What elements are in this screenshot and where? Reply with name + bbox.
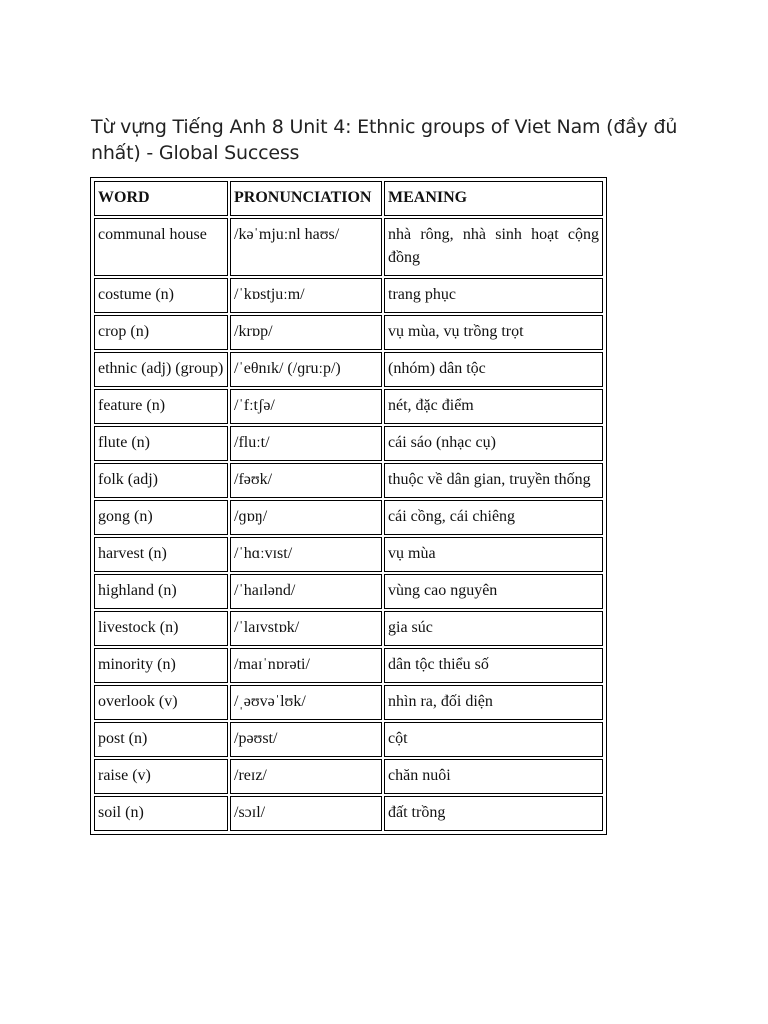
pronunciation-cell: /maɪˈnɒrəti/ — [230, 648, 382, 683]
table-row — [94, 352, 603, 387]
meaning-cell: nhà rông, nhà sinh hoạt cộng đồng — [384, 218, 603, 276]
word-cell: post (n) — [94, 722, 228, 757]
pronunciation-cell: /ˈhɑːvɪst/ — [230, 537, 382, 572]
table-row — [94, 463, 603, 498]
meaning-cell: chăn nuôi — [384, 759, 603, 794]
table-row — [94, 500, 603, 535]
meaning-cell: vụ mùa — [384, 537, 603, 572]
table-row — [94, 315, 603, 350]
header-meaning: MEANING — [384, 181, 603, 216]
table-row — [94, 722, 603, 757]
meaning-cell: gia súc — [384, 611, 603, 646]
pronunciation-cell: /ɡɒŋ/ — [230, 500, 382, 535]
header-pronunciation: PRONUNCIATION — [230, 181, 382, 216]
table-row — [94, 574, 603, 609]
pronunciation-cell: /krɒp/ — [230, 315, 382, 350]
table-row — [94, 796, 603, 831]
word-cell: highland (n) — [94, 574, 228, 609]
word-cell: overlook (v) — [94, 685, 228, 720]
pronunciation-cell: /ˈhaɪlənd/ — [230, 574, 382, 609]
meaning-cell: cái cồng, cái chiêng — [384, 500, 603, 535]
meaning-cell: dân tộc thiểu số — [384, 648, 603, 683]
pronunciation-cell: /sɔɪl/ — [230, 796, 382, 831]
meaning-cell: (nhóm) dân tộc — [384, 352, 603, 387]
header-word: WORD — [94, 181, 228, 216]
word-cell: crop (n) — [94, 315, 228, 350]
word-cell: soil (n) — [94, 796, 228, 831]
pronunciation-cell: /ˈeθnɪk/ (/ɡruːp/) — [230, 352, 382, 387]
table-row — [94, 426, 603, 461]
pronunciation-cell: /fəʊk/ — [230, 463, 382, 498]
meaning-cell: vụ mùa, vụ trồng trọt — [384, 315, 603, 350]
meaning-cell: vùng cao nguyên — [384, 574, 603, 609]
word-cell: livestock (n) — [94, 611, 228, 646]
table-row — [94, 389, 603, 424]
word-cell: raise (v) — [94, 759, 228, 794]
word-cell: communal house — [94, 218, 228, 276]
vocabulary-table — [90, 177, 607, 835]
word-cell: flute (n) — [94, 426, 228, 461]
pronunciation-cell: /pəʊst/ — [230, 722, 382, 757]
meaning-cell: nhìn ra, đối diện — [384, 685, 603, 720]
meaning-cell: thuộc về dân gian, truyền thống — [384, 463, 603, 498]
word-cell: minority (n) — [94, 648, 228, 683]
pronunciation-cell: /kəˈmjuːnl haʊs/ — [230, 218, 382, 276]
table-row — [94, 611, 603, 646]
word-cell: feature (n) — [94, 389, 228, 424]
pronunciation-cell: /ˈkɒstjuːm/ — [230, 278, 382, 313]
meaning-cell: nét, đặc điểm — [384, 389, 603, 424]
meaning-cell: trang phục — [384, 278, 603, 313]
word-cell: gong (n) — [94, 500, 228, 535]
pronunciation-cell: /ˌəʊvəˈlʊk/ — [230, 685, 382, 720]
pronunciation-cell: /fluːt/ — [230, 426, 382, 461]
table-row — [94, 218, 603, 276]
word-cell: ethnic (adj) (group) — [94, 352, 228, 387]
meaning-cell: cột — [384, 722, 603, 757]
word-cell: harvest (n) — [94, 537, 228, 572]
table-row — [94, 759, 603, 794]
page-title: Từ vựng Tiếng Anh 8 Unit 4: Ethnic groups of Viet Nam (đầy đủ nhất) - Global Success — [91, 116, 678, 164]
pronunciation-cell: /ˈlaɪvstɒk/ — [230, 611, 382, 646]
table-row — [94, 278, 603, 313]
pronunciation-cell: /reɪz/ — [230, 759, 382, 794]
meaning-cell: đất trồng — [384, 796, 603, 831]
pronunciation-cell: /ˈfːtʃə/ — [230, 389, 382, 424]
table-header-row — [94, 181, 603, 216]
meaning-cell: cái sáo (nhạc cụ) — [384, 426, 603, 461]
table-row — [94, 685, 603, 720]
table-row — [94, 537, 603, 572]
table-row — [94, 648, 603, 683]
word-cell: costume (n) — [94, 278, 228, 313]
word-cell: folk (adj) — [94, 463, 228, 498]
